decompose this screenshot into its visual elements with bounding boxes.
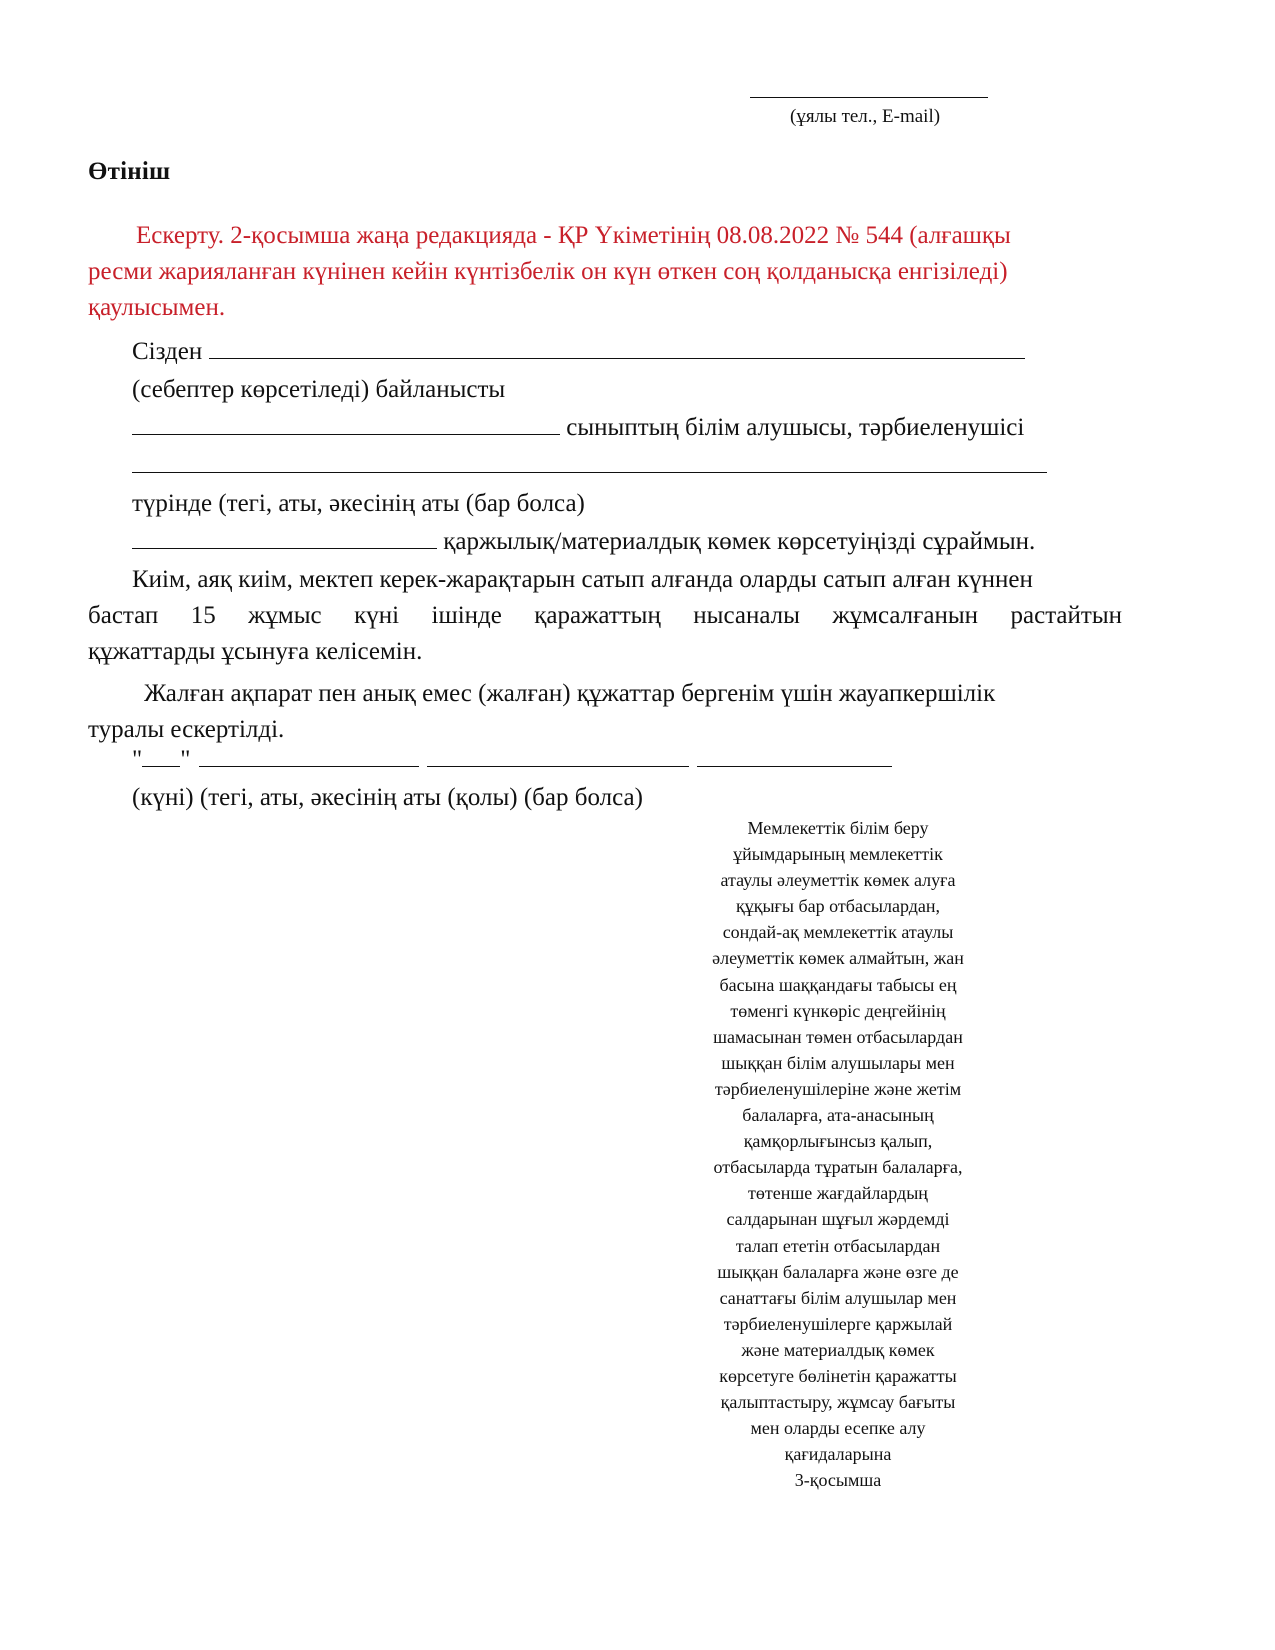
full-name-blank-line[interactable] xyxy=(427,766,689,767)
note-line: қаулысымен. xyxy=(88,294,226,321)
class-text: сыныптың білім алушысы, тәрбиеленушісі xyxy=(566,414,1025,441)
signature-blank-line[interactable] xyxy=(697,766,892,767)
contact-caption: (ұялы тел., E-mail) xyxy=(790,106,941,127)
warning-paragraph xyxy=(88,676,1188,748)
student-name-caption: түрінде (тегі, аты, әкесінің аты (бар болса) xyxy=(132,490,585,517)
sizden-label: Сізден xyxy=(132,338,203,365)
date-blank-line[interactable] xyxy=(199,766,419,767)
amendment-note xyxy=(88,218,1188,326)
appendix-line: атаулы әлеуметтік көмек алуға xyxy=(720,870,956,891)
appendix-line: төменгі күнкөріс деңгейінің xyxy=(730,1000,946,1021)
quote-close: " xyxy=(180,746,191,773)
appendix-line: шыққан балаларға және өзге де xyxy=(717,1261,959,1282)
appendix-line: шыққан білім алушылары мен xyxy=(721,1052,955,1073)
appendix-line: басына шаққандағы табысы ең xyxy=(719,974,957,995)
class-blank-line[interactable] xyxy=(132,434,560,435)
quote-open: " xyxy=(132,746,143,773)
appendix-line: салдарынан шұғыл жәрдемді xyxy=(726,1209,950,1230)
appendix-line: қалыптастыру, жұмсау бағыты xyxy=(720,1392,956,1413)
appendix-line: және материалдық көмек xyxy=(741,1339,935,1360)
appendix-line: әлеуметтік көмек алмайтын, жан xyxy=(712,948,964,969)
appendix-line: қағидаларына xyxy=(784,1444,892,1465)
appendix-line: шамасынан төмен отбасылардан xyxy=(713,1026,963,1047)
note-line: Ескерту. 2-қосымша жаңа редакцияда - ҚР Үкіметінің 08.08.2022 № 544 (алғашқы xyxy=(136,222,1011,249)
reason-blank-line[interactable] xyxy=(209,358,1025,359)
student-name-blank-line[interactable] xyxy=(132,472,1047,473)
appendix-line: санаттағы білім алушылар мен xyxy=(719,1287,957,1308)
consent-line: Киім, аяқ киім, мектеп керек-жарақтарын сатып алғанда оларды сатып алған күннен xyxy=(132,566,1033,593)
reason-row xyxy=(88,334,1232,370)
student-name-row xyxy=(88,448,1232,484)
request-text: қаржылық/материалдық көмек көрсетуіңізді сұраймын. xyxy=(443,528,1036,555)
warning-line: туралы ескертілді. xyxy=(88,716,285,743)
page-title: Өтініш xyxy=(88,158,171,185)
note-line: ресми жарияланған күнінен кейін күнтізбелік он күн өткен соң қолданысқа енгізіледі) xyxy=(88,258,1008,285)
appendix-line: төтенше жағдайлардың xyxy=(748,1183,928,1204)
request-row xyxy=(88,524,1232,560)
consent-line: құжаттарды ұсынуға келісемін. xyxy=(88,638,423,665)
appendix-line: құқығы бар отбасылардан, xyxy=(735,896,941,917)
aid-type-blank-line[interactable] xyxy=(132,548,437,549)
appendix-line: ұйымдарының мемлекеттік xyxy=(733,844,943,865)
appendix-line: мен оларды есепке алу xyxy=(750,1418,926,1439)
appendix-line: талап ететін отбасылардан xyxy=(735,1235,941,1256)
reason-caption: (себептер көрсетіледі) байланысты xyxy=(132,376,506,403)
appendix-line: сондай-ақ мемлекеттік атаулы xyxy=(722,922,954,943)
appendix-line: көрсетуге бөлінетін қаражатты xyxy=(719,1365,957,1386)
appendix-line: қамқорлығынсыз қалып, xyxy=(743,1131,933,1152)
appendix-line: балаларға, ата-анасының xyxy=(742,1105,934,1126)
signature-caption: (күні) (тегі, аты, әкесінің аты (қолы) (бар болса) xyxy=(132,784,643,811)
day-blank-line[interactable] xyxy=(142,766,180,767)
contact-blank-line[interactable] xyxy=(750,97,988,98)
appendix-line: тәрбиеленушілерге қаржылай xyxy=(723,1313,953,1334)
consent-line: бастап 15 жұмыс күні ішінде қаражаттың нысаналы жұмсалғанын растайтын xyxy=(88,602,1122,629)
appendix-number: 3-қосымша xyxy=(794,1470,882,1491)
class-row xyxy=(88,410,1232,446)
appendix-reference xyxy=(688,815,988,1493)
warning-line: Жалған ақпарат пен анық емес (жалған) құжаттар бергенім үшін жауапкершілік xyxy=(144,680,996,707)
appendix-line: отбасыларда тұратын балаларға, xyxy=(713,1157,963,1178)
appendix-line: Мемлекеттік білім беру xyxy=(747,818,929,838)
appendix-line: тәрбиеленушілеріне және жетім xyxy=(714,1078,962,1099)
consent-paragraph xyxy=(88,562,1188,670)
signature-row xyxy=(132,742,892,778)
